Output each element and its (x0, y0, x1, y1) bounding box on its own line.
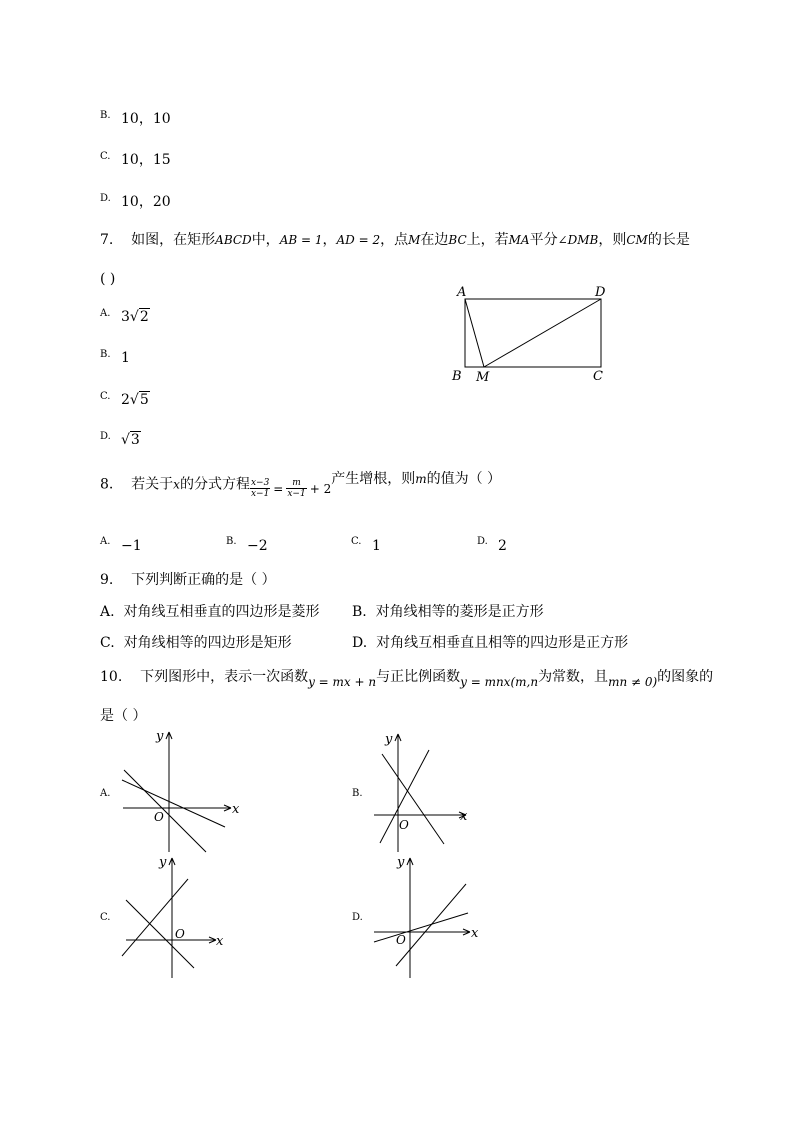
q7-text: 如图，在矩形 (131, 232, 216, 248)
q7-option-c-letter: C. (100, 391, 111, 402)
fraction-2 (286, 478, 306, 499)
line-2 (122, 879, 188, 956)
q10-option-d-letter: D. (352, 912, 363, 923)
rectangle-abcd (465, 299, 601, 367)
q10-option-c-letter: C. (100, 912, 111, 923)
origin-label: O (399, 818, 409, 832)
prev-option-c-letter: C. (100, 151, 111, 162)
fraction-1-numerator: x−3 (250, 478, 270, 488)
x-label: x (216, 934, 224, 949)
q7-option-c-coef: 2 (121, 392, 130, 408)
q10-text: 的图象的 (657, 669, 714, 685)
q9-stem (100, 571, 276, 589)
q10-math: y = mx + n (308, 675, 377, 689)
q10-graph-a (118, 728, 248, 856)
line-1 (382, 754, 444, 844)
q9-option-b (352, 603, 544, 621)
q10-option-a-letter: A. (100, 788, 111, 799)
q7-option-b-value: 1 (121, 350, 130, 366)
fraction-2-numerator: m (286, 478, 306, 489)
q8-option-c-value: 1 (372, 538, 381, 554)
x-label: x (460, 809, 468, 824)
q7-option-c-value (121, 391, 150, 409)
origin-label: O (396, 933, 406, 947)
q10-text: 下列图形中，表示一次函数 (140, 669, 309, 685)
prev-option-d-value: 10，20 (121, 194, 171, 210)
q10-graph-c (118, 852, 230, 984)
q7-option-d-radicand: 3 (130, 432, 140, 448)
q10-graph-d (368, 852, 484, 984)
plus-two: + 2 (309, 481, 332, 496)
origin-label: O (175, 927, 185, 941)
origin-label: O (154, 810, 164, 824)
q7-rectangle-figure (450, 283, 620, 383)
q7-option-a-value (121, 308, 150, 326)
q7-option-a-radicand: 2 (139, 309, 149, 325)
q8-text: 的分式方程 (179, 476, 250, 493)
y-label: y (385, 732, 393, 747)
q7-option-c-radicand: 5 (139, 392, 149, 408)
q9-option-a-text: 对角线互相垂直的四边形是菱形 (123, 604, 320, 620)
prev-option-b-letter: B. (100, 110, 111, 121)
q10-number: 10. (100, 669, 123, 685)
q7-text: ， (322, 232, 337, 248)
q9-option-b-text: 对角线相等的菱形是正方形 (375, 604, 544, 620)
q10-stem-line2: 是（ ） (100, 708, 147, 724)
q10-stem (100, 668, 713, 691)
line-2 (396, 884, 466, 966)
q9-text: 下列判断正确的是（ ） (131, 572, 276, 588)
q10-text: 为常数，且 (538, 669, 609, 685)
q10-math: y = mnx(m,n (460, 675, 539, 689)
q7-math: CM (626, 233, 648, 247)
label-b: B (452, 369, 462, 384)
q7-option-a-letter: A. (100, 308, 111, 319)
label-a: A (457, 285, 467, 300)
q7-answer-paren: ( ) (100, 271, 116, 287)
q9-option-c-letter: C. (100, 635, 115, 651)
q9-option-c (100, 634, 292, 652)
q7-math: MA (508, 233, 530, 247)
q7-text: ，点 (380, 232, 409, 248)
q9-option-a (100, 603, 319, 621)
q7-text: 中， (251, 232, 280, 248)
q8-option-d-letter: D. (477, 536, 488, 547)
q7-math: AB = 1 (279, 233, 323, 247)
q9-option-b-letter: B. (352, 604, 367, 620)
q7-text: ，则 (598, 232, 627, 248)
line-1 (374, 913, 468, 942)
q8-option-b-letter: B. (226, 536, 237, 547)
line-1 (124, 770, 206, 852)
q9-option-d-text: 对角线互相垂直且相等的四边形是正方形 (376, 635, 629, 651)
q8-option-c-letter: C. (351, 536, 362, 547)
q7-math: ABCD (215, 233, 252, 247)
q8-option-a-value: −1 (121, 538, 142, 554)
q9-number: 9. (100, 572, 114, 588)
q10-graph-b (368, 728, 478, 856)
segment-am (465, 299, 484, 367)
prev-option-c-value: 10，15 (121, 152, 171, 168)
q7-option-b-letter: B. (100, 349, 111, 360)
q9-option-a-letter: A. (100, 604, 115, 620)
q7-math: ∠DMB (557, 233, 599, 247)
segment-dm (484, 299, 601, 367)
equals-sign: = (273, 481, 284, 496)
sqrt-symbol: √5 (129, 392, 149, 408)
label-c: C (593, 369, 603, 384)
q8-option-a-letter: A. (100, 536, 111, 547)
q8-math: m (415, 472, 427, 486)
x-label: x (471, 926, 479, 941)
q7-number: 7. (100, 232, 114, 248)
label-d: D (595, 285, 606, 300)
q10-math: mn ≠ 0) (608, 675, 658, 689)
q7-text: 上，若 (466, 232, 509, 248)
q9-option-d (352, 634, 628, 652)
x-label: x (232, 802, 240, 817)
q7-math: BC (448, 233, 467, 247)
q8-text: 若关于 (131, 476, 174, 493)
prev-option-d-letter: D. (100, 193, 111, 204)
sqrt-symbol: √2 (129, 309, 149, 325)
y-label: y (397, 855, 405, 870)
sqrt-symbol: √3 (121, 432, 140, 448)
q8-option-d-value: 2 (498, 538, 507, 554)
q8-number: 8. (100, 476, 114, 493)
q8-text: 产生增根，则 (331, 471, 416, 487)
q8-stem (100, 470, 501, 499)
q7-math: M (408, 233, 421, 247)
prev-option-b-value: 10，10 (121, 111, 171, 127)
y-label: y (159, 855, 167, 870)
fraction-1 (250, 478, 270, 499)
q8-option-b-value: −2 (247, 538, 268, 554)
q9-option-d-letter: D. (352, 635, 368, 651)
y-label: y (156, 729, 164, 744)
q7-option-d-letter: D. (100, 431, 111, 442)
q8-text: 的值为（ ） (426, 471, 502, 487)
q10-text: 与正比例函数 (376, 669, 461, 685)
q7-text: 平分 (529, 232, 558, 248)
q7-text: 在边 (420, 232, 449, 248)
fraction-2-denominator: x−1 (287, 489, 306, 499)
q7-option-d-value (121, 431, 141, 449)
q10-option-b-letter: B. (352, 788, 363, 799)
q8-equation (250, 478, 331, 499)
label-m: M (476, 370, 490, 385)
q9-option-c-text: 对角线相等的四边形是矩形 (123, 635, 292, 651)
q8-math: x (173, 477, 180, 492)
q7-stem (100, 231, 690, 249)
q7-math: AD = 2 (336, 233, 381, 247)
q7-option-a-coef: 3 (121, 309, 130, 325)
fraction-1-denominator: x−1 (250, 489, 270, 499)
q7-text: 的长是 (647, 232, 690, 248)
